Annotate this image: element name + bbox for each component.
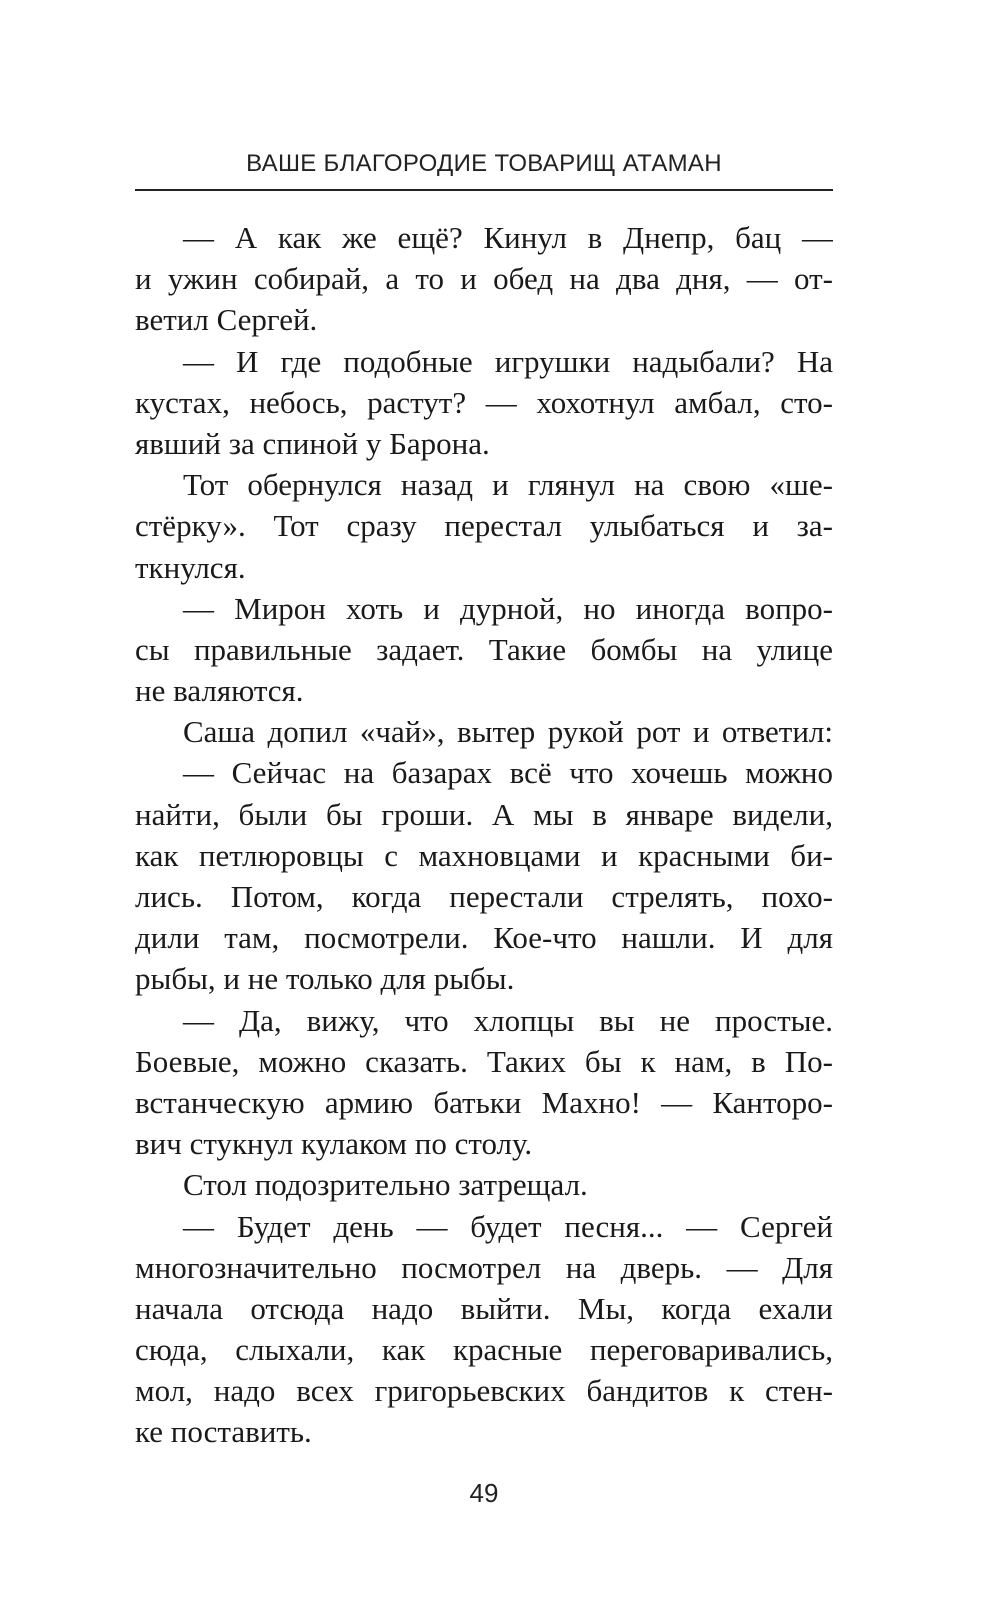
text-line: как петлюровцы с махновцами и красными би- — [135, 837, 833, 873]
text-line: и ужин собирай, а то и обед на два дня, — от- — [135, 261, 833, 297]
text-line: Саша допил «чай», вытер рукой рот и ответил: — [183, 714, 833, 750]
text-line: — А как же ещё? Кинул в Днепр, бац — — [183, 220, 833, 255]
text-block — [135, 217, 833, 1453]
text-line: Боевые, можно сказать. Таких бы к нам, в По- — [135, 1043, 833, 1079]
text-line: кустах, небось, растут? — хохотнул амбал, сто- — [135, 384, 833, 420]
text-line: встанческую армию батьки Махно! — Канторо- — [135, 1084, 833, 1120]
text-line: — Будет день — будет песня... — Сергей — [183, 1208, 833, 1244]
running-head-rule — [135, 189, 833, 191]
text-line: явший за спиной у Барона. — [135, 425, 490, 461]
text-line: стёрку». Тот сразу перестал улыбаться и за- — [135, 508, 833, 544]
text-line: ветил Сергей. — [135, 302, 318, 338]
text-line: лись. Потом, когда перестали стрелять, похо- — [135, 879, 833, 914]
text-line: — Мирон хоть и дурной, но иногда вопро- — [183, 590, 833, 626]
text-line: найти, были бы гроши. А мы в январе видели, — [135, 796, 833, 832]
text-line: — Сейчас на базарах всё что хочешь можно — [183, 755, 833, 791]
text-line: Тот обернулся назад и глянул на свою «ше- — [183, 467, 833, 503]
text-line: не валяются. — [135, 673, 304, 709]
text-line: мол, надо всех григорьевских бандитов к стен- — [135, 1373, 833, 1409]
text-line: — Да, вижу, что хлопцы вы не простые. — [183, 1002, 833, 1038]
text-line: ке поставить. — [135, 1414, 312, 1450]
text-line: дили там, посмотрели. Кое-что нашли. И для — [135, 920, 833, 956]
text-line: ткнулся. — [135, 549, 246, 585]
text-line: сюда, слыхали, как красные переговаривались, — [135, 1332, 833, 1368]
running-head: ВАШЕ БЛАГОРОДИЕ ТОВАРИЩ АТАМАН — [246, 150, 722, 177]
text-line: Стол подозрительно затрещал. — [183, 1167, 588, 1203]
text-line: многозначительно посмотрел на дверь. — Для — [135, 1249, 833, 1285]
text-line: сы правильные задает. Такие бомбы на улице — [135, 631, 833, 667]
page-number: 49 — [469, 1478, 499, 1508]
text-line: начала отсюда надо выйти. Мы, когда ехали — [135, 1290, 833, 1326]
text-line: вич стукнул кулаком по столу. — [135, 1126, 533, 1162]
text-line: рыбы, и не только для рыбы. — [135, 961, 515, 997]
text-line: — И где подобные игрушки надыбали? На — [183, 343, 833, 379]
